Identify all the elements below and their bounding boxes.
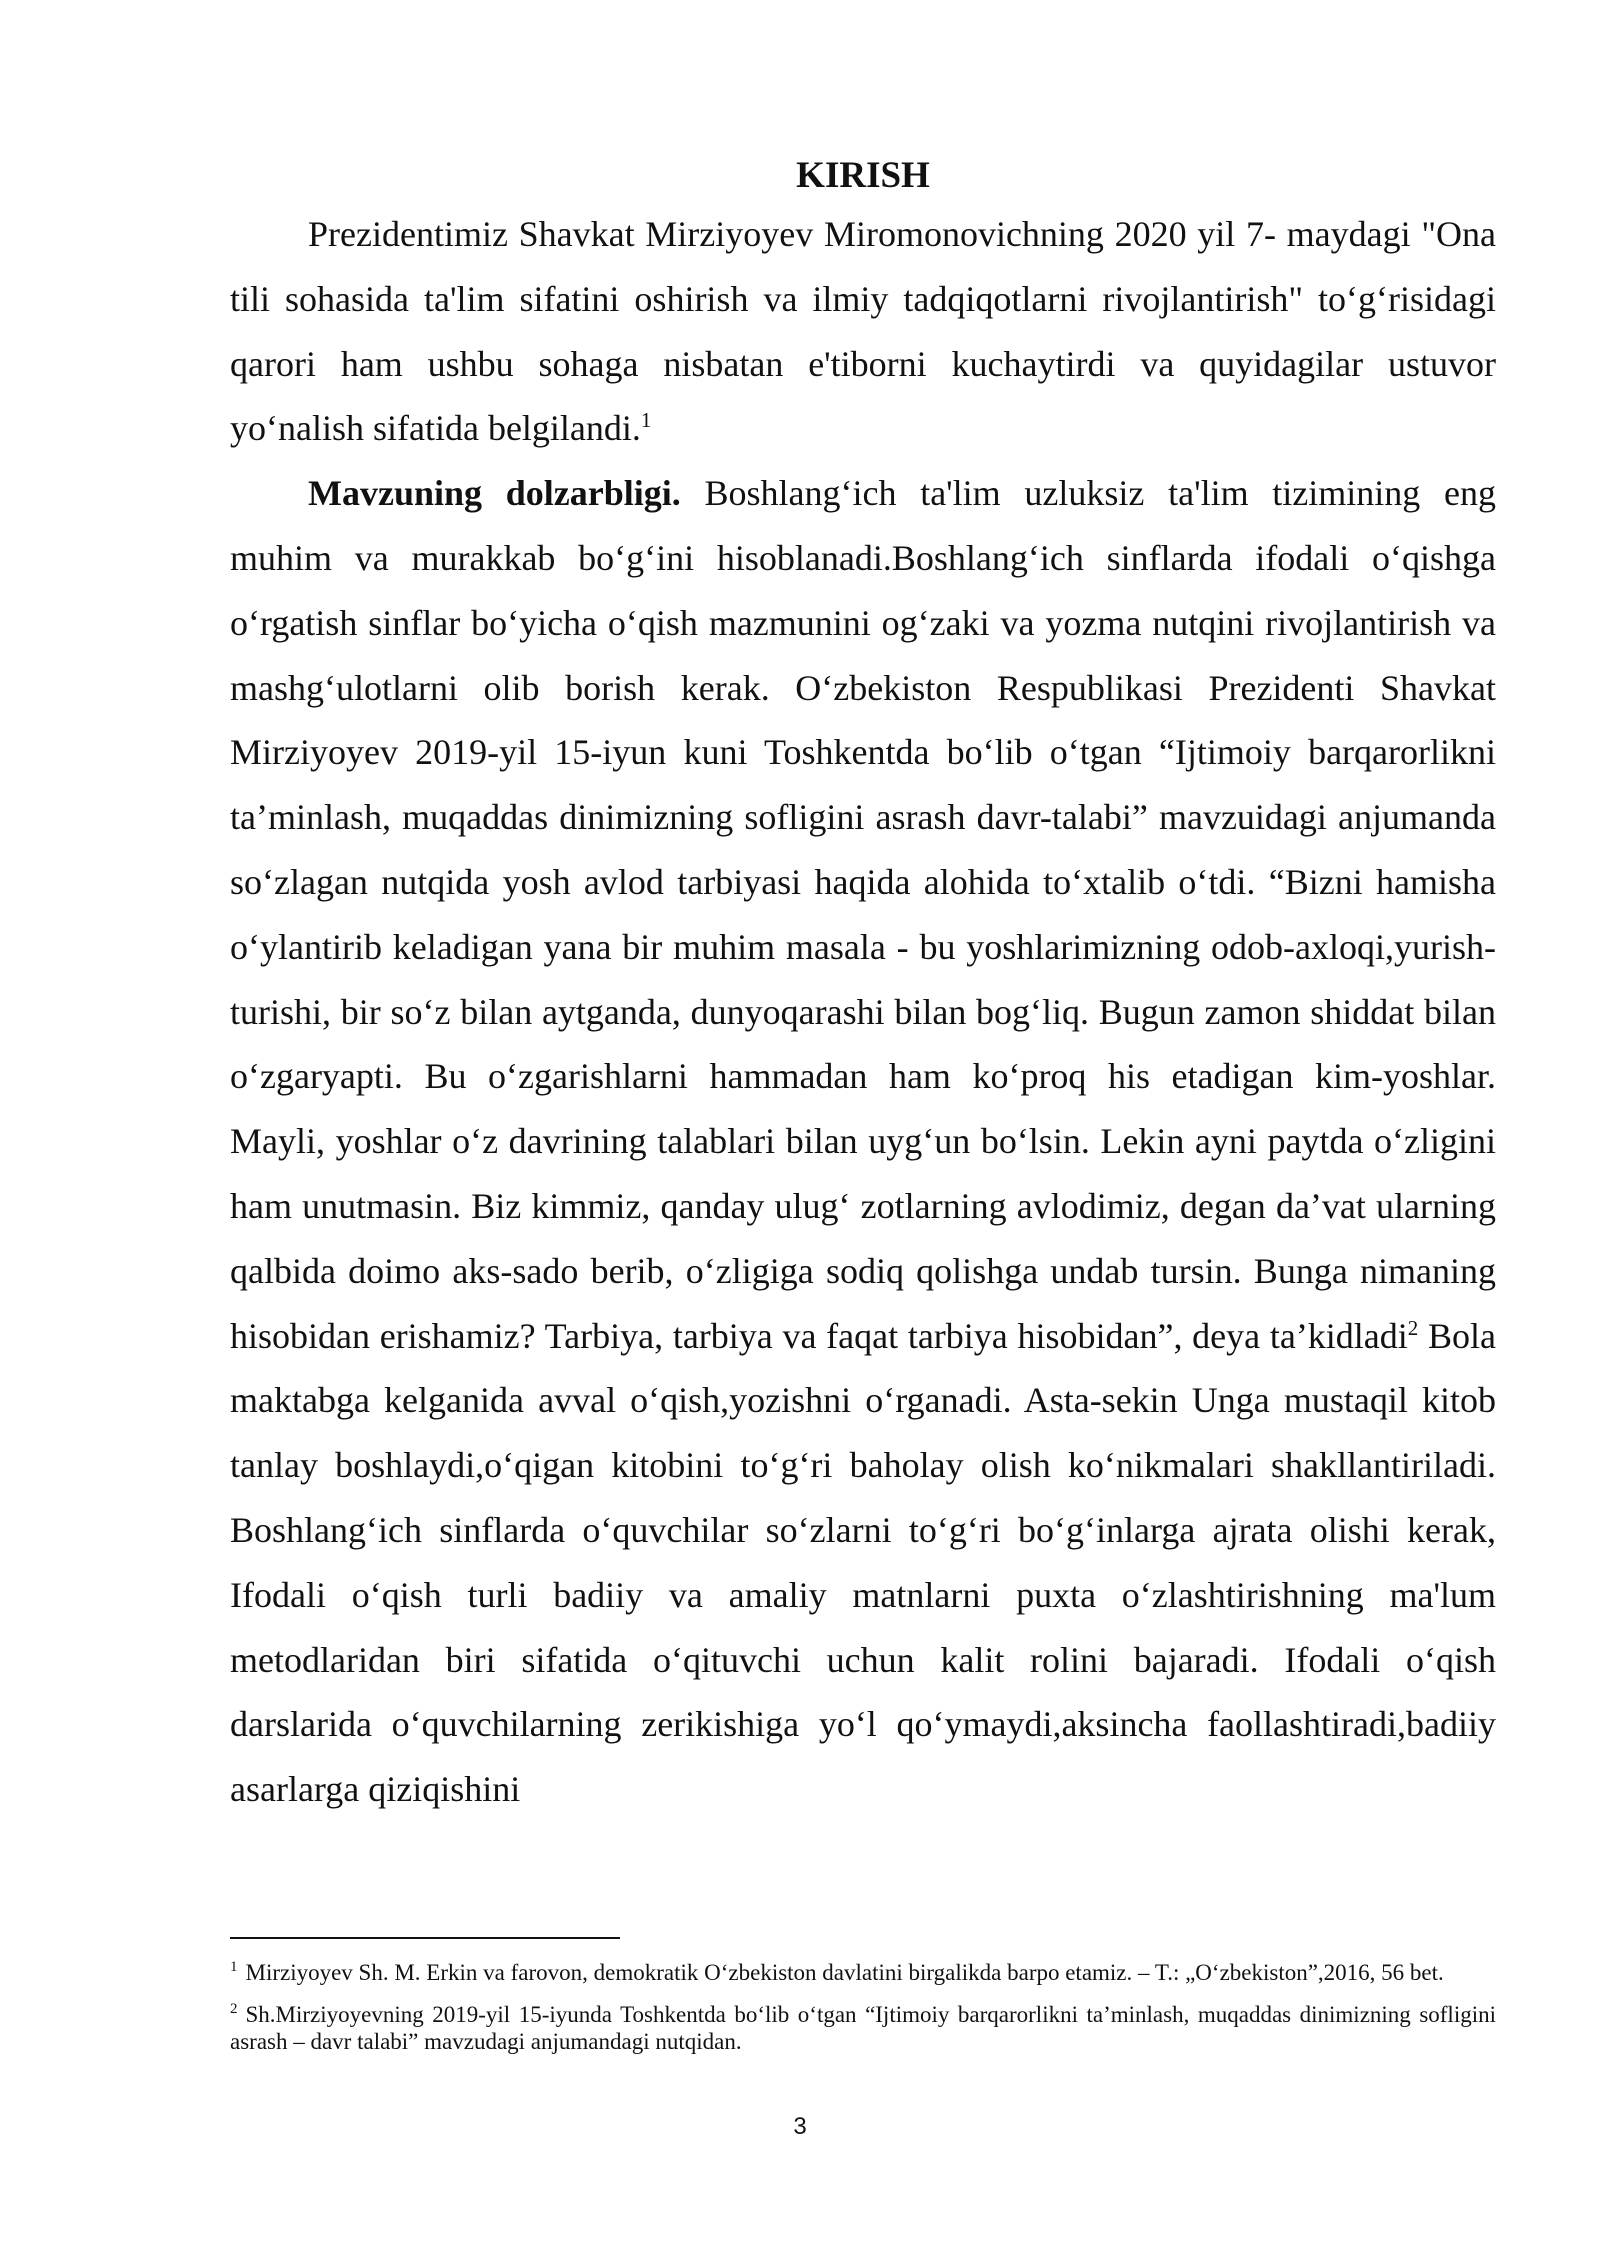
- footnote-marker-1: 1: [230, 1959, 238, 1976]
- footnote-marker-2: 2: [230, 2001, 238, 2018]
- footnote-reference-1[interactable]: 1: [640, 408, 652, 433]
- footnote-text-1: Mirziyoyev Sh. M. Erkin va farovon, demokratik O‘zbekiston davlatini birgalikda barpo etamiz. – T.: „O‘zbekiston”,2016, 56 bet.: [245, 1960, 1444, 1985]
- page-number: 3: [793, 2113, 807, 2140]
- relevance-text-part-2: Bola maktabga kelganida avval o‘qish,yozishni o‘rganadi. Asta-sekin Unga mustaqil kitob tanlay boshlaydi,o‘qigan kitobini to‘g‘ri baholay olish ko‘nikmalari shakllantiriladi. Boshlang‘ich sinflarda o‘quvchilar so‘zlarni to‘g‘ri bo‘g‘inlarga ajrata olishi kerak, Ifodali o‘qish turli badiiy va amaliy matnlarni puxta o‘zlashtirishning ma'lum metodlaridan biri sifatida o‘qituvchi uchun kalit rolini bajaradi. Ifodali o‘qish darslarida o‘quvchilarning zerikishiga yo‘l qo‘ymaydi,aksincha faollashtiradi,badiiy asarlarga qiziqishini: [230, 1315, 1496, 1810]
- section-heading: KIRISH: [796, 155, 930, 196]
- paragraph-intro-text: Prezidentimiz Shavkat Mirziyoyev Miromonovichning 2020 yil 7- maydagi "Ona tili sohasida ta'lim sifatini oshirish va ilmiy tadqiqotlarni rivojlantirish" to‘g‘risidagi qarori ham ushbu sohaga nisbatan e'tiborni kuchaytirdi va quyidagilar ustuvor yo‘nalish sifatida belgilandi.: [230, 214, 1496, 449]
- paragraph-intro: [230, 202, 1496, 461]
- relevance-text-part-1: Boshlang‘ich ta'lim uzluksiz ta'lim tizimining eng muhim va murakkab bo‘g‘ini hisoblanadi.Boshlang‘ich sinflarda ifodali o‘qishga o‘rgatish sinflar bo‘yicha o‘qish mazmunini og‘zaki va yozma nutqini rivojlantirish va mashg‘ulotlarni olib borish kerak. O‘zbekiston Respublikasi Prezidenti Shavkat Mirziyoyev 2019-yil 15-iyun kuni Toshkentda bo‘lib o‘tgan “Ijtimoiy barqarorlikni ta’minlash, muqaddas dinimizning sofligini asrash davr-talabi” mavzuidagi anjumanda so‘zlagan nutqida yosh avlod tarbiyasi haqida alohida to‘xtalib o‘tdi. “Bizni hamisha o‘ylantirib keladigan yana bir muhim masala - bu yoshlarimizning odob-axloqi,yurish-turishi, bir so‘z bilan aytganda, dunyoqarashi bilan bog‘liq. Bugun zamon shiddat bilan o‘zgaryapti. Bu o‘zgarishlarni hammadan ham ko‘proq his etadigan kim-yoshlar. Mayli, yoshlar o‘z davrining talablari bilan uyg‘un bo‘lsin. Lekin ayni paytda o‘zligini ham unutmasin. Biz kimmiz, qanday ulug‘ zotlarning avlodimiz, degan da’vat ularning qalbida doimo aks-sado berib, o‘zligiga sodiq qolishga undab tursin. Bunga nimaning hisobidan erishamiz? Tarbiya, tarbiya va faqat tarbiya hisobidan”, deya ta’kidladi: [230, 473, 1497, 1356]
- footnote-text-2: Sh.Mirziyoyevning 2019-yil 15-iyunda Toshkentda bo‘lib o‘tgan “Ijtimoiy barqarorlikni ta’minlash, muqaddas dinimizning sofligini asrash – davr talabi” mavzudagi anjumandagi nutqidan.: [230, 2002, 1496, 2054]
- footnote-2: [230, 2001, 1496, 2055]
- footnote-reference-2[interactable]: 2: [1407, 1315, 1419, 1340]
- footnote-1: [230, 1953, 1496, 1993]
- relevance-lead-heading: Mavzuning dolzarbligi.: [308, 473, 681, 514]
- footnote-separator: [230, 1937, 620, 1939]
- footnotes-area: [230, 1937, 1496, 2063]
- paragraph-relevance: [230, 461, 1496, 1822]
- main-content: [230, 150, 1496, 1822]
